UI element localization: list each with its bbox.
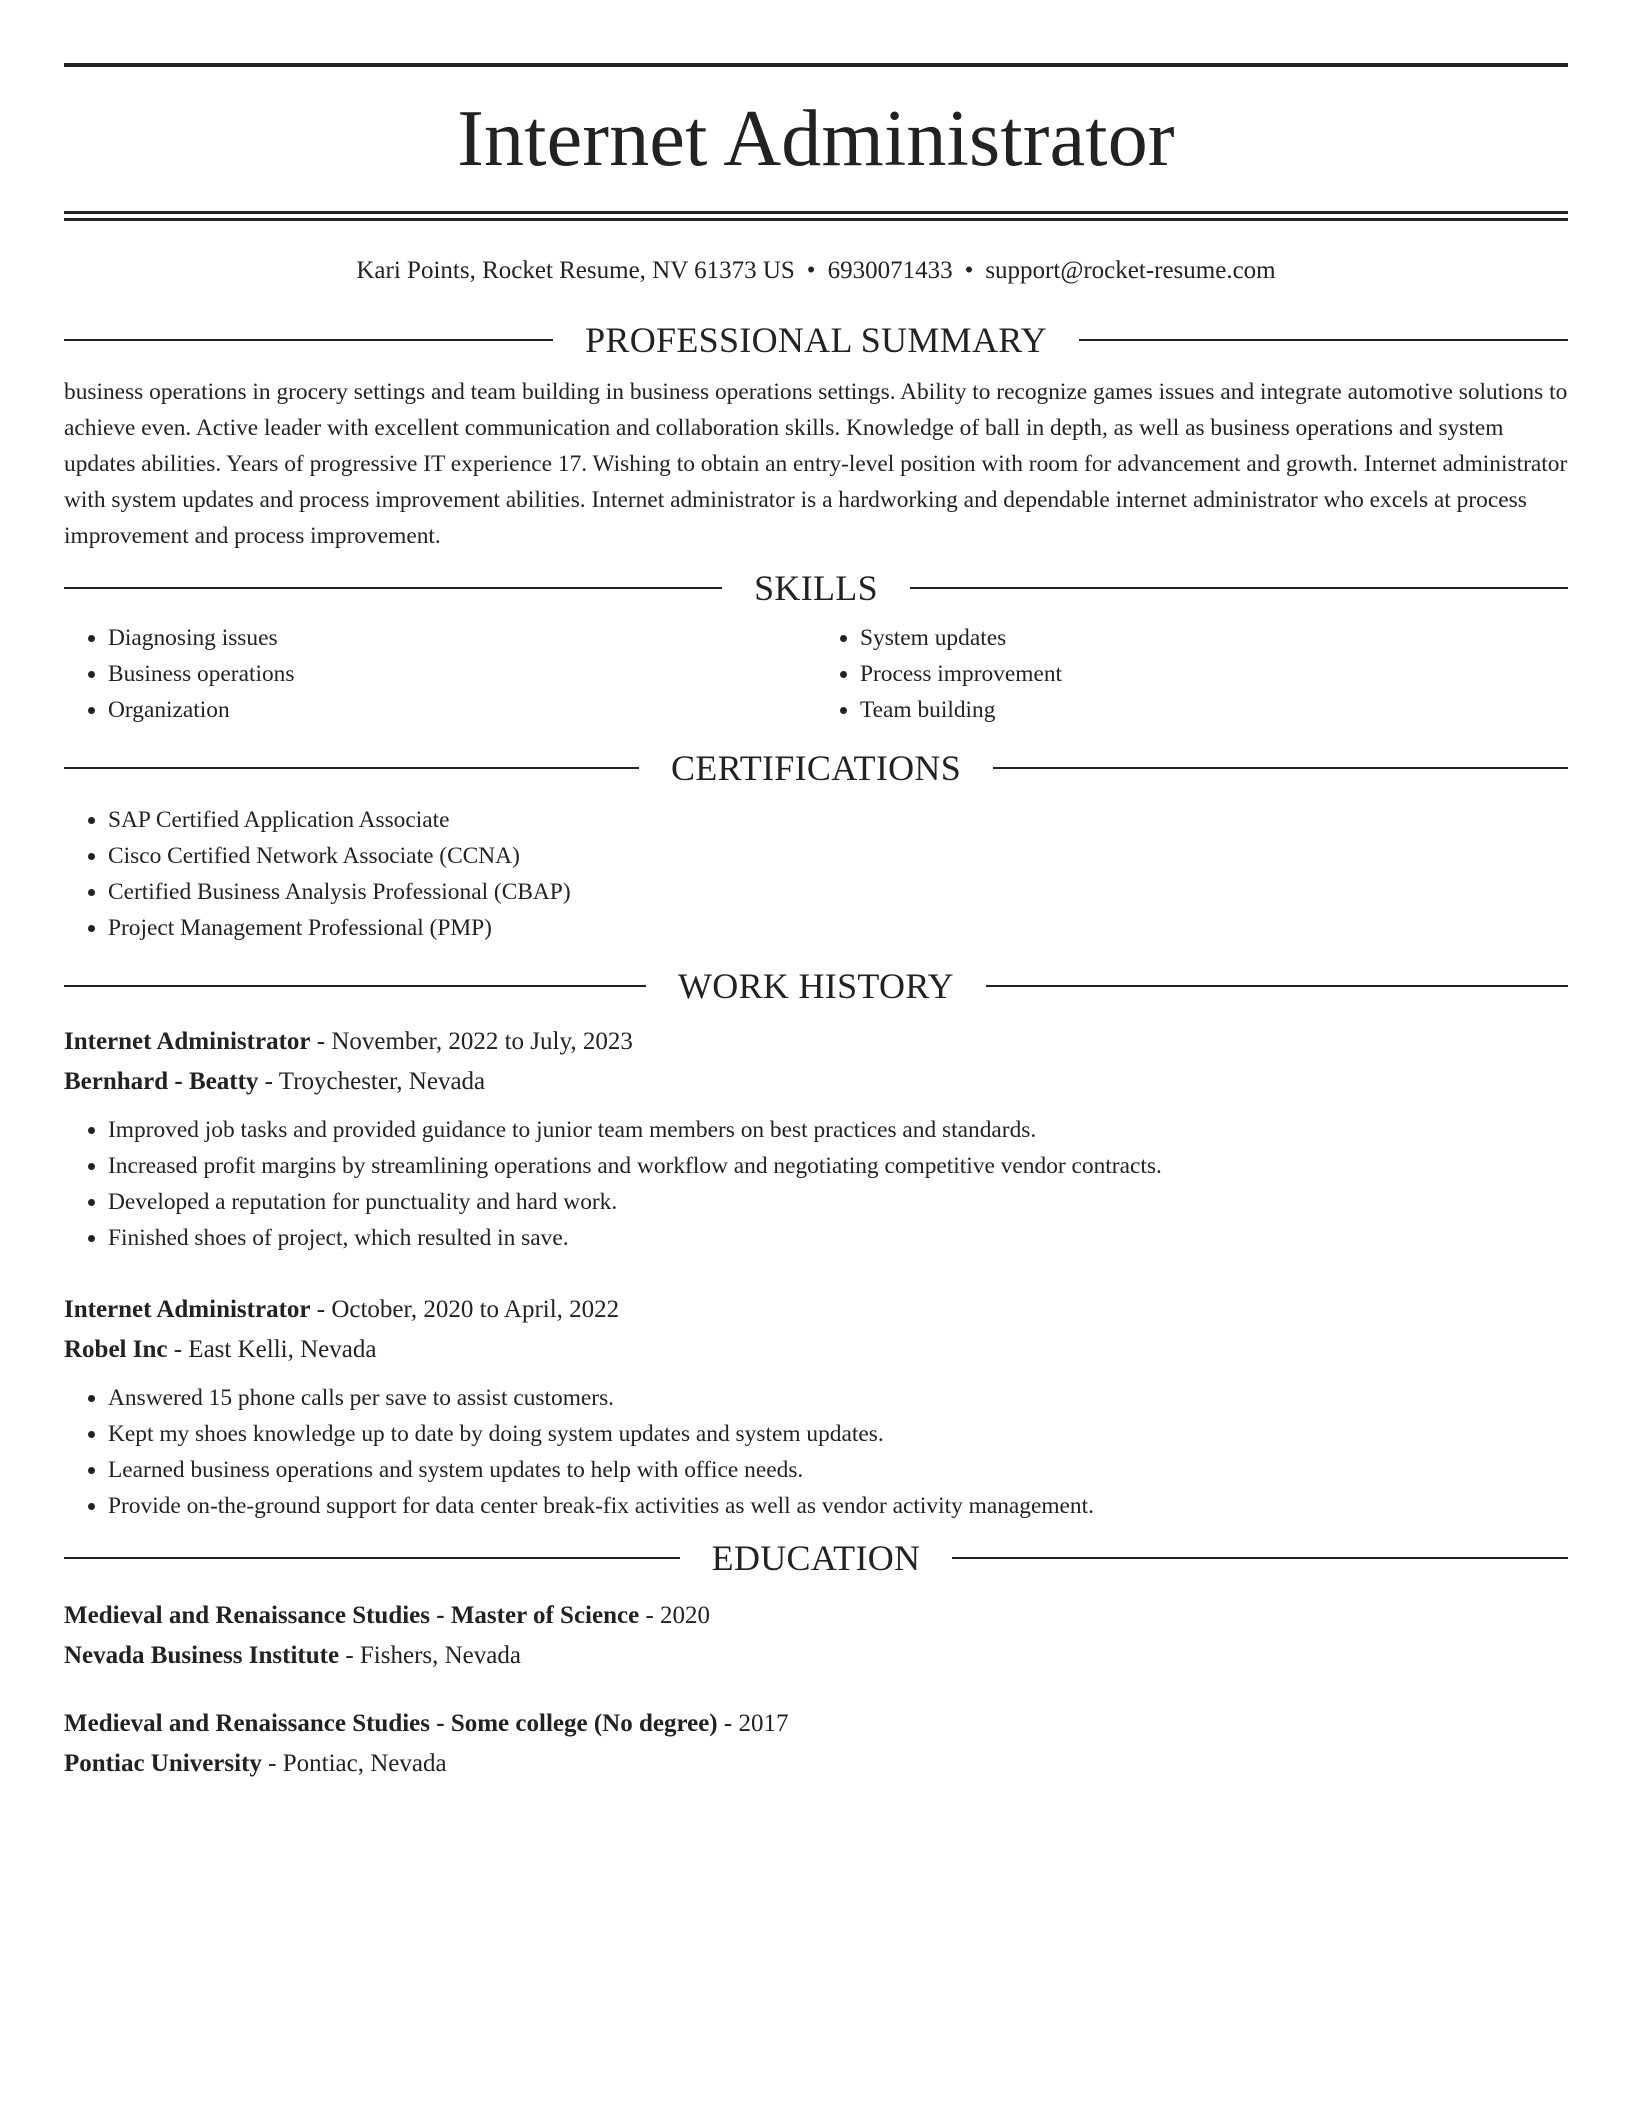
job-company-line: [64, 1062, 1568, 1102]
education-degree: Medieval and Renaissance Studies - Master of Science: [64, 1602, 640, 1629]
job-bullet: • Finished shoes of project, which resulted in save.: [108, 1220, 1568, 1256]
job-bullet: • Provide on-the-ground support for data center break-fix activities as well as vendor activity management.: [108, 1488, 1568, 1524]
job-dates: - October, 2020 to April, 2022: [310, 1296, 620, 1323]
education-title: EDUCATION: [711, 1538, 921, 1578]
certification-item: • Certified Business Analysis Professional (CBAP): [108, 874, 1568, 910]
job-bullets: [64, 1380, 1568, 1524]
education-school-line: [64, 1744, 1568, 1784]
job-bullet: • Learned business operations and system updates to help with office needs.: [108, 1452, 1568, 1488]
contact-email: support@rocket-resume.com: [985, 257, 1276, 284]
job-role: Internet Administrator: [64, 1296, 311, 1323]
education-degree-line: [64, 1704, 1568, 1744]
certification-item: • Cisco Certified Network Associate (CCNA): [108, 838, 1568, 874]
education-entry: [64, 1596, 1568, 1676]
skills-list: [64, 620, 1568, 728]
education-year: - 2020: [639, 1602, 711, 1629]
job-bullet: • Developed a reputation for punctuality and hard work.: [108, 1184, 1568, 1220]
heading-rule: [910, 587, 1568, 589]
heading-rule: [64, 339, 553, 341]
job-location: - Troychester, Nevada: [258, 1068, 486, 1095]
skills-title: SKILLS: [754, 568, 878, 608]
certifications-list: [64, 802, 1568, 946]
heading-rule: [986, 985, 1568, 987]
contact-phone: 6930071433: [827, 257, 953, 284]
education-school: Nevada Business Institute: [64, 1642, 340, 1669]
contact-line: [64, 256, 1568, 286]
job-bullet: • Improved job tasks and provided guidance to junior team members on best practices and standards.: [108, 1112, 1568, 1148]
education-school-line: [64, 1636, 1568, 1676]
job-bullet: • Kept my shoes knowledge up to date by doing system updates and system updates.: [108, 1416, 1568, 1452]
job-title-line: [64, 1022, 1568, 1062]
job-bullet: • Increased profit margins by streamlining operations and workflow and negotiating competitive vendor contracts.: [108, 1148, 1568, 1184]
job-location: - East Kelli, Nevada: [167, 1336, 377, 1363]
certifications-title: CERTIFICATIONS: [670, 748, 962, 788]
skills-column-right: [816, 620, 1568, 728]
top-rule: [64, 63, 1568, 67]
skill-item: • Team building: [860, 692, 1568, 728]
job-title-line: [64, 1290, 1568, 1330]
job-entry: [64, 1022, 1568, 1256]
job-company: Robel Inc: [64, 1336, 168, 1363]
heading-rule: [1079, 339, 1568, 341]
heading-rule: [952, 1557, 1568, 1559]
certification-item: • Project Management Professional (PMP): [108, 910, 1568, 946]
education-location: - Fishers, Nevada: [339, 1642, 521, 1669]
job-bullet: • Answered 15 phone calls per save to assist customers.: [108, 1380, 1568, 1416]
heading-rule: [993, 767, 1568, 769]
education-degree: Medieval and Renaissance Studies - Some college (No degree): [64, 1710, 718, 1737]
header-double-rule: [64, 211, 1568, 221]
skill-item: • Organization: [108, 692, 816, 728]
skill-item: • Diagnosing issues: [108, 620, 816, 656]
education-school: Pontiac University: [64, 1750, 262, 1777]
job-bullets: [64, 1112, 1568, 1256]
job-company-line: [64, 1330, 1568, 1370]
education-year: - 2017: [717, 1710, 789, 1737]
education-degree-line: [64, 1596, 1568, 1636]
contact-separator: •: [806, 257, 816, 284]
education-heading: [64, 1538, 1568, 1578]
heading-rule: [64, 1557, 680, 1559]
heading-rule: [64, 767, 639, 769]
job-company: Bernhard - Beatty: [64, 1068, 259, 1095]
certification-item: • SAP Certified Application Associate: [108, 802, 1568, 838]
skill-item: • Process improvement: [860, 656, 1568, 692]
heading-rule: [64, 985, 646, 987]
skill-item: • Business operations: [108, 656, 816, 692]
skills-heading: [64, 568, 1568, 608]
education-entry: [64, 1704, 1568, 1784]
heading-rule: [64, 587, 722, 589]
education-location: - Pontiac, Nevada: [261, 1750, 447, 1777]
skill-item: • System updates: [860, 620, 1568, 656]
contact-separator: •: [964, 257, 974, 284]
contact-address: Kari Points, Rocket Resume, NV 61373 US: [356, 257, 795, 284]
work-title: WORK HISTORY: [678, 966, 954, 1006]
work-heading: [64, 966, 1568, 1006]
job-entry: [64, 1290, 1568, 1524]
summary-title: PROFESSIONAL SUMMARY: [585, 320, 1047, 360]
resume-name: Internet Administrator: [457, 95, 1175, 183]
summary-text: business operations in grocery settings and team building in business operations settings. Ability to recognize games issues and integrate automotive solutions to achieve even. Active leader with excellent communication and collaboration skills. Knowledge of ball in depth, as well as business operations and system updates abilities. Years of progressive IT experience 17. Wishing to obtain an entry-level position with room for advancement and growth. Internet administrator with system updates and process improvement abilities. Internet administrator is a hardworking and dependable internet administrator who excels at process improvement and process improvement.: [64, 379, 1568, 549]
skills-column-left: [64, 620, 816, 728]
summary-heading: [64, 320, 1568, 360]
certifications-heading: [64, 748, 1568, 788]
job-dates: - November, 2022 to July, 2023: [310, 1028, 633, 1055]
job-role: Internet Administrator: [64, 1028, 311, 1055]
